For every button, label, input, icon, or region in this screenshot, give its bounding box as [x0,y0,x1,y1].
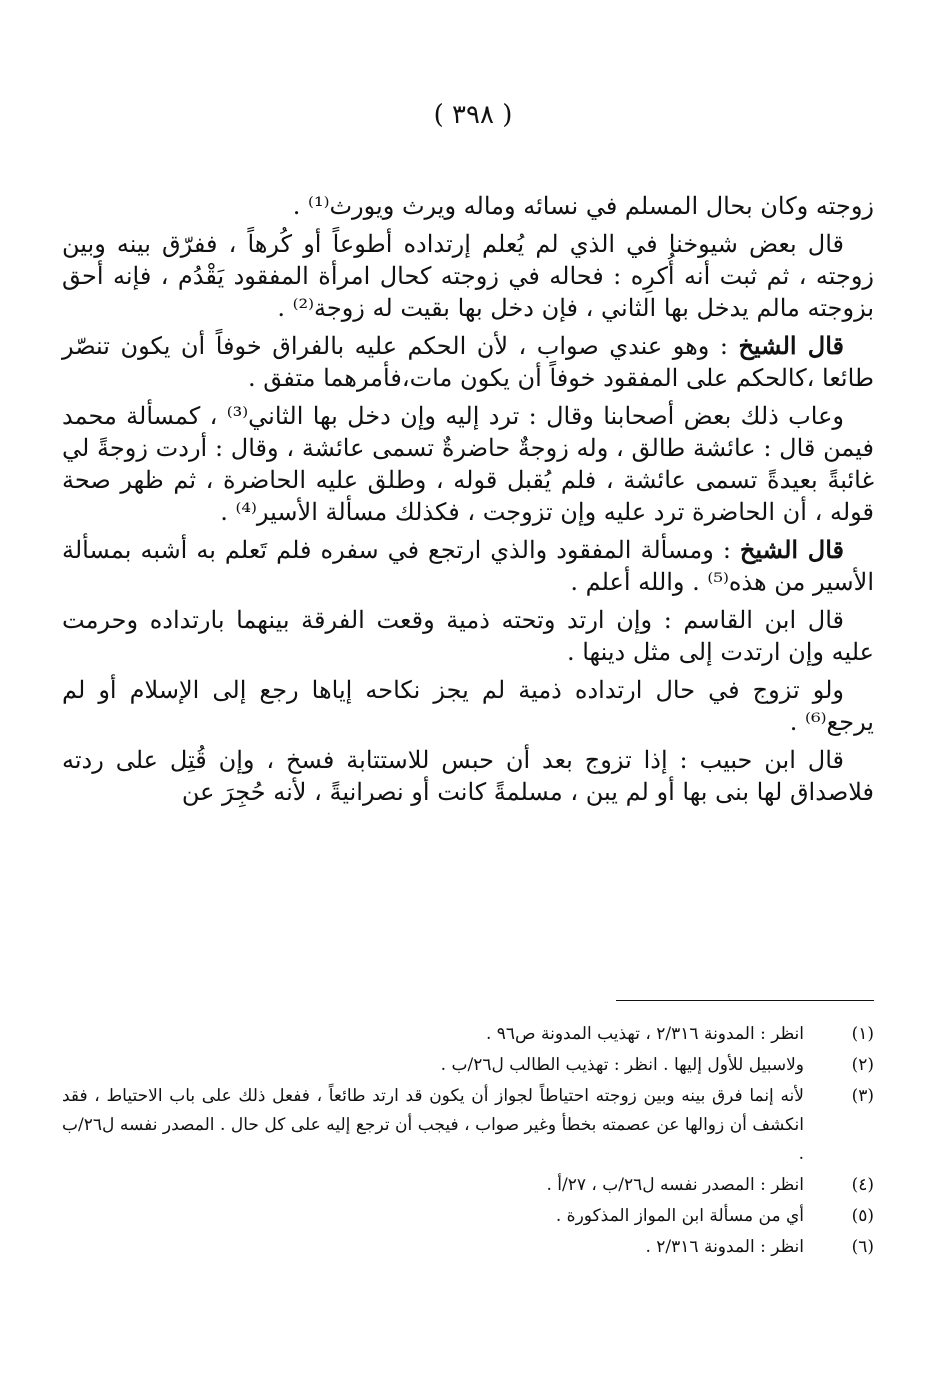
footnote-text: انظر : المدونة ٢/٣١٦ . [645,1237,804,1257]
paragraph-text: قال بعض شيوخنا في الذي لم يُعلم إرتداده أطوعاً أو كُرهاً ، ففرّق بينه وبين زوجته ، ثم ثبت أنه أُكرِه : فحاله في زوجته كحال امرأة المفقود يَقْدُم ، فإنه أحق بزوجته مالم يدخل بها الثاني ، فإن دخل بها بقيت له زوجة⁽²⁾ . [62,230,874,322]
main-text [62,190,874,814]
footnote-text: انظر : المدونة ٢/٣١٦ ، تهذيب المدونة ص٩٦ . [485,1024,804,1044]
footnote-text: ولاسبيل للأول إليها . انظر : تهذيب الطالب ل٢٦/ب . [440,1055,804,1075]
footnote [62,1171,874,1200]
paragraph [62,534,874,598]
footnote [62,1082,874,1169]
footnote-number: (٤) [851,1175,874,1195]
paragraph-text: : ومسألة المفقود والذي ارتجع في سفره فلم تَعلم به أشبه بمسألة الأسير من هذه⁽⁵⁾ . والله أعلم . [62,536,874,596]
paragraph [62,674,874,738]
speaker-label: قال الشيخ [739,535,845,564]
footnote-text: انظر : المصدر نفسه ل٢٦/ب ، ٢٧/أ . [546,1175,804,1195]
footnote [62,1202,874,1231]
paragraph-text: قال ابن القاسم : وإن ارتد وتحته ذمية وقعت الفرقة بينهما بارتداده وحرمت عليه وإن ارتدت إلى مثل دينها . [62,606,874,666]
paragraph-text: ولو تزوج في حال ارتداده ذمية لم يجز نكاحه إياها رجع إلى الإسلام أو لم يرجع⁽⁶⁾ . [62,676,874,736]
speaker-label: قال الشيخ [738,331,845,360]
footnote-number: (١) [851,1024,874,1044]
page-number: ( ٣٩٨ ) [433,100,513,130]
footnote [62,1233,874,1262]
footnote [62,1051,874,1080]
paragraph [62,330,874,394]
paragraph [62,744,874,808]
paragraph-text: زوجته وكان بحال المسلم في نسائه وماله ويرث ويورث⁽¹⁾ . [292,192,874,220]
footnote-text: أي من مسألة ابن المواز المذكورة . [555,1206,804,1226]
footnote-divider [616,1000,874,1001]
footnote [62,1020,874,1049]
paragraph-text: : وهو عندي صواب ، لأن الحكم عليه بالفراق خوفاً أن يكون تنصّر طائعا ،كالحكم على المفقود خوفاً أن يكون مات،فأمرهما متفق . [62,332,874,392]
footnote-number: (٣) [851,1086,874,1106]
paragraph [62,400,874,528]
footnotes [62,1020,874,1264]
paragraph [62,228,874,324]
paragraph [62,604,874,668]
paragraph [62,190,874,222]
footnote-number: (٦) [851,1237,874,1257]
paragraph-text: وعاب ذلك بعض أصحابنا وقال : ترد إليه وإن دخل بها الثاني⁽³⁾ ، كمسألة محمد فيمن قال : عائشة طالق ، وله زوجةٌ حاضرةٌ تسمى عائشة ، وقال : أردت زوجةً لي غائبةً بعيدةً تسمى عائشة ، فلم يُقبل قوله ، وطلق عليه الحاضرة ، ثم ظهر صحة قوله ، أن الحاضرة ترد عليه وإن تزوجت ، فكذلك مسألة الأسير⁽⁴⁾ . [62,402,874,526]
paragraph-text: قال ابن حبيب : إذا تزوج بعد أن حبس للاستتابة فسخ ، وإن قُتِل على ردته فلاصداق لها بنى بها أو لم يبن ، مسلمةً كانت أو نصرانيةً ، لأنه حُجِرَ عن [62,746,874,806]
footnote-number: (٢) [851,1055,874,1075]
footnote-text: لأنه إنما فرق بينه وبين زوجته احتياطاً لجواز أن يكون قد ارتد طائعاً ، ففعل ذلك على باب الاحتياط ، فقد انكشف أن زوالها عن عصمته بخطأ وغير صواب ، فيجب أن ترجع إليه على كل حال . المصدر نفسه ل٢٦/ب . [62,1086,804,1164]
footnote-number: (٥) [851,1206,874,1226]
